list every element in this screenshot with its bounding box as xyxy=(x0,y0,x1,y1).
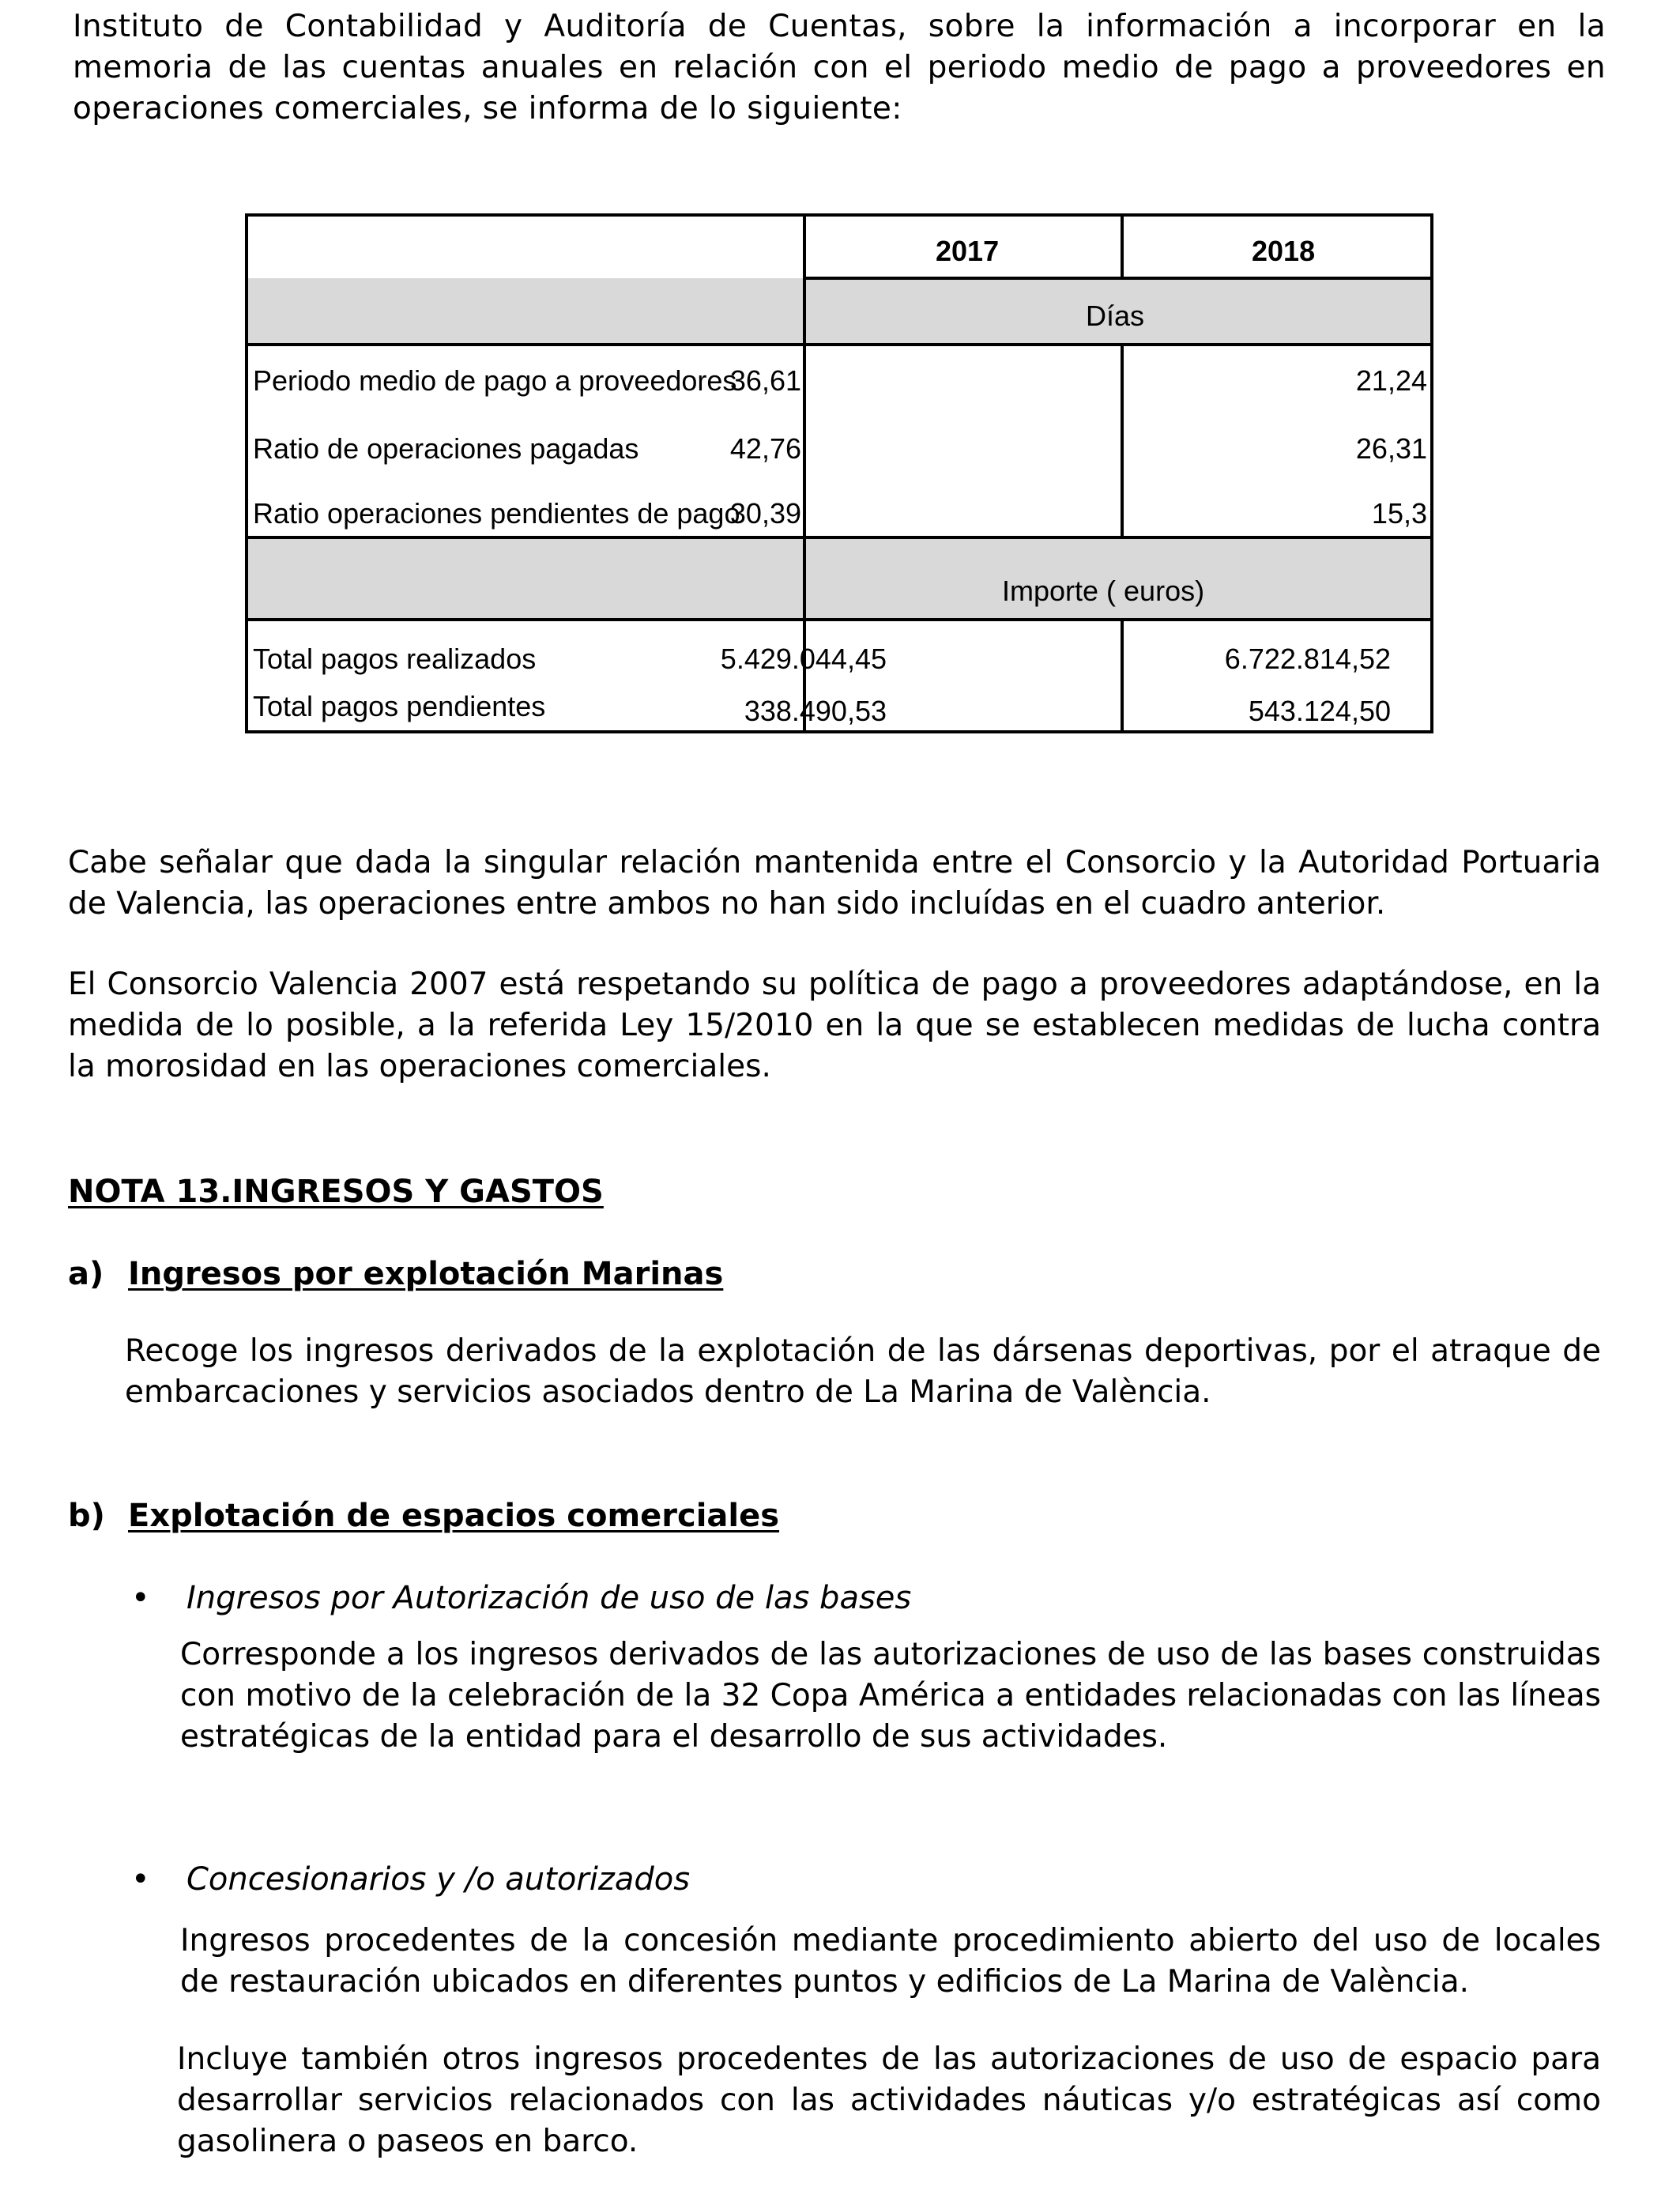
table-row-label: Total pagos realizados xyxy=(253,643,537,675)
table-section-amount: Importe ( euros) xyxy=(1002,575,1205,607)
paragraph-incluye: Incluye también otros ingresos procedentes de las autorizaciones de uso de espacio para desarrollar servicios relacionados con las actividades náuticas y/o estratégicas así como gasolinera o paseos en barco. xyxy=(177,2041,1601,2159)
table-col-divider-2b xyxy=(1121,345,1124,539)
table-header-2017: 2017 xyxy=(936,235,1000,267)
paragraph-consorcio: El Consorcio Valencia 2007 está respetando su política de pago a proveedores adaptándose, en la medida de lo posible, a la referida Ley 15/2010 en la que se establecen medidas de lucha contra la morosidad en las operaciones comerciales. xyxy=(68,967,1601,1084)
section-a-title: Ingresos por explotación Marinas xyxy=(128,1256,724,1292)
bullet-icon: • xyxy=(131,1580,150,1616)
table-row-label: Periodo medio de pago a proveedores xyxy=(253,364,737,397)
table-cell-2017: 36,61 xyxy=(729,364,801,397)
table-col-divider-2c xyxy=(1121,620,1124,730)
section-b-title: Explotación de espacios comerciales xyxy=(128,1498,780,1534)
paragraph-bases: Corresponde a los ingresos derivados de las autorizaciones de uso de las bases construidas con motivo de la celebración de la 32 Copa América a entidades relacionadas con las líneas estratégicas de la entidad para el desarrollo de sus actividades. xyxy=(180,1637,1601,1755)
table-header-2018: 2018 xyxy=(1252,235,1316,267)
bullet-item-concesionarios-text: Concesionarios y /o autorizados xyxy=(186,1861,691,1898)
bullet-item-bases xyxy=(131,1578,912,1619)
table-cell-2017: 42,76 xyxy=(729,432,801,465)
bullet-icon: • xyxy=(131,1861,150,1898)
paragraph-marinas: Recoge los ingresos derivados de la explotación de las dársenas deportivas, por el atraque de embarcaciones y servicios asociados dentro de La Marina de València. xyxy=(125,1333,1601,1410)
table-shade-amount xyxy=(248,539,1430,621)
payment-period-table xyxy=(245,213,1433,733)
table-row-label: Total pagos pendientes xyxy=(253,690,546,722)
section-a-letter: a) xyxy=(68,1256,104,1292)
table-cell-2017: 338.490,53 xyxy=(744,695,887,727)
table-cell-2018: 15,3 xyxy=(1371,497,1427,530)
table-line-days-end xyxy=(248,343,1430,346)
table-cell-2018: 21,24 xyxy=(1355,364,1427,397)
paragraph-concesion: Ingresos procedentes de la concesión mediante procedimiento abierto del uso de locales de restauración ubicados en diferentes puntos y edificios de La Marina de València. xyxy=(180,1923,1601,2000)
section-b-letter: b) xyxy=(68,1498,105,1534)
table-cell-2018: 543.124,50 xyxy=(1248,695,1391,727)
intro-paragraph: Instituto de Contabilidad y Auditoría de Cuentas, sobre la información a incorporar en la memoria de las cuentas anuales en relación con el periodo medio de pago a proveedores en operaciones comerciales, se informa de lo siguiente: xyxy=(73,9,1606,126)
table-cell-2017: 5.429.044,45 xyxy=(720,643,887,675)
table-cell-2018: 6.722.814,52 xyxy=(1224,643,1391,675)
table-section-days: Días xyxy=(1086,300,1145,332)
table-shade-days xyxy=(248,278,1430,345)
bullet-item-bases-text: Ingresos por Autorización de uso de las bases xyxy=(186,1580,912,1616)
table-cell-2018: 26,31 xyxy=(1355,432,1427,465)
table-row-label: Ratio de operaciones pagadas xyxy=(253,432,639,465)
table-row-label: Ratio operaciones pendientes de pago xyxy=(253,497,740,530)
section-a-heading xyxy=(68,1253,723,1295)
table-line-amount-end xyxy=(248,618,1430,621)
bullet-item-concesionarios xyxy=(131,1859,691,1900)
table-cell-2017: 30,39 xyxy=(729,497,801,530)
paragraph-cabe: Cabe señalar que dada la singular relación mantenida entre el Consorcio y la Autoridad Portuaria de Valencia, las operaciones entre ambos no han sido incluídas en el cuadro anterior. xyxy=(68,845,1601,922)
table-col-divider-2 xyxy=(1121,217,1124,280)
section-b-heading xyxy=(68,1495,779,1536)
nota-heading xyxy=(68,1171,604,1212)
nota-heading-text: NOTA 13.INGRESOS Y GASTOS xyxy=(68,1174,604,1210)
table-line-header xyxy=(803,277,1430,280)
table-line-amount-start xyxy=(248,536,1430,539)
